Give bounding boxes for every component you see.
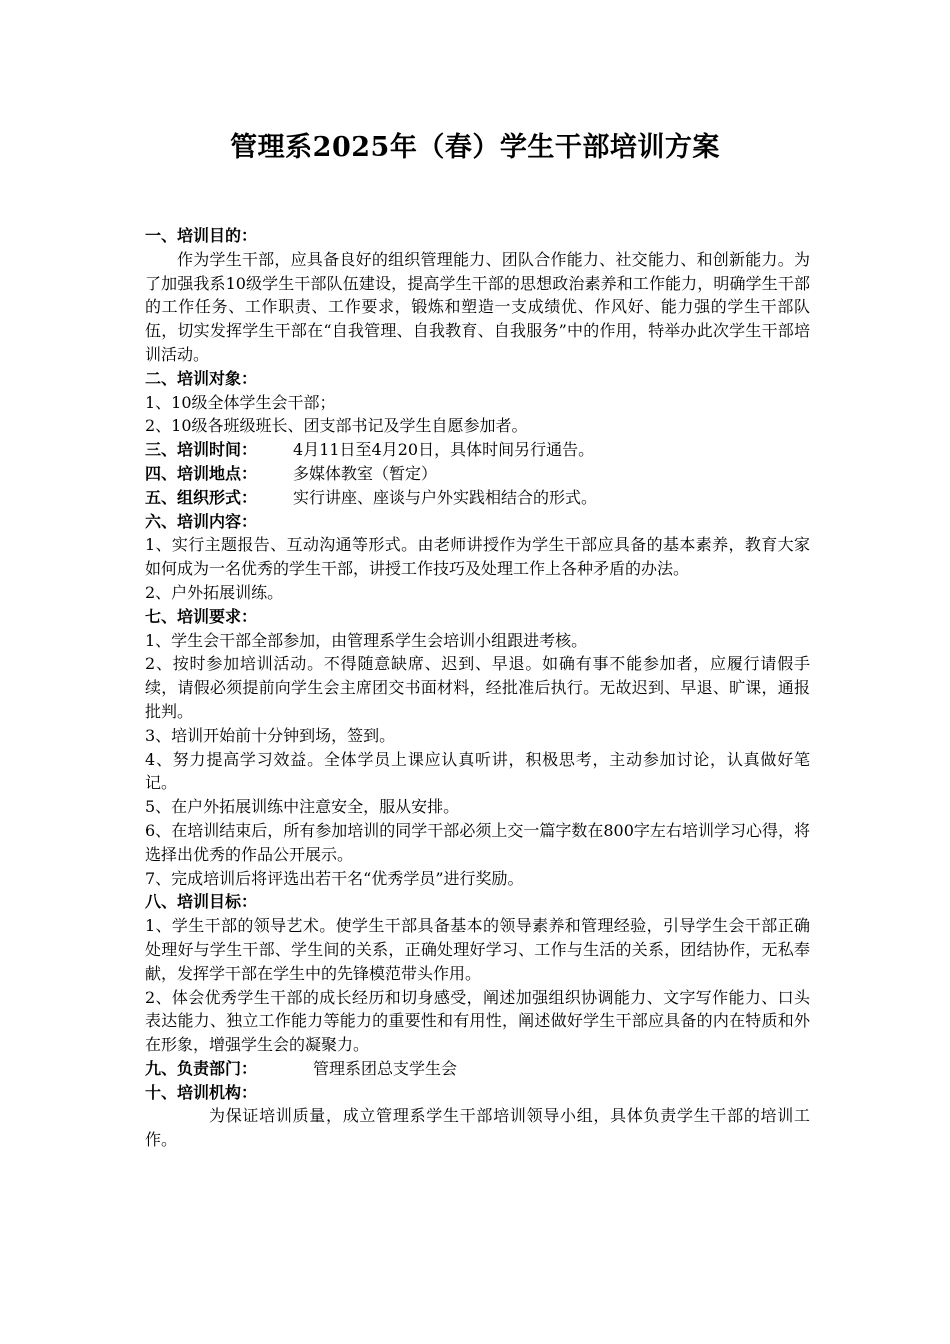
list-item: 1、学生干部的领导艺术。使学生干部具备基本的领导素养和管理经验，引导学生会干部正确处理好与学生干部、学生间的关系，正确处理好学习、工作与生活的关系，团结协作，无私奉献，发挥学干部在学生中的先锋模范带头作用。 xyxy=(145,916,810,983)
section-heading-location: 四、培训地点： xyxy=(145,463,258,483)
list-item: 2、10级各班级班长、团支部书记及学生自愿参加者。 xyxy=(145,416,528,436)
section-row-department xyxy=(145,1057,810,1081)
section-heading-content: 六、培训内容： xyxy=(145,511,258,531)
section-heading-time: 三、培训时间： xyxy=(145,440,258,460)
section-heading-purpose: 一、培训目的： xyxy=(145,226,258,245)
section-row-location xyxy=(145,462,810,486)
document-body xyxy=(145,224,810,1152)
section-heading-department: 九、负责部门： xyxy=(145,1058,258,1078)
list-item: 2、体会优秀学生干部的成长经历和切身感受，阐述加强组织协调能力、文字写作能力、口头表达能力、独立工作能力等能力的重要性和有用性，阐述做好学生干部应具备的内在特质和外在形象，增强学生会的凝聚力。 xyxy=(145,987,810,1055)
list-item: 2、户外拓展训练。 xyxy=(145,582,284,602)
section-value-department: 管理系团总支学生会 xyxy=(313,1058,458,1078)
list-item: 2、按时参加培训活动。不得随意缺席、迟到、早退。如确有事不能参加者，应履行请假手续，请假必须提前向学生会主席团交书面材料，经批准后执行。无故迟到、早退、旷课，通报批判。 xyxy=(145,654,810,721)
section-heading-goals: 八、培训目标： xyxy=(145,892,258,912)
list-item: 6、在培训结束后，所有参加培训的同学干部必须上交一篇字数在800字左右培训学习心得，将选择出优秀的作品公开展示。 xyxy=(145,820,810,864)
list-item: 1、学生会干部全部参加，由管理系学生会培训小组跟进考核。 xyxy=(145,630,588,650)
list-item: 1、实行主题报告、互动沟通等形式。由老师讲授作为学生干部应具备的基本素养，教育大家如何成为一名优秀的学生干部，讲授工作技巧及处理工作上各种矛盾的办法。 xyxy=(145,535,810,579)
section-heading-requirements: 七、培训要求： xyxy=(145,606,258,626)
section-heading-format: 五、组织形式： xyxy=(145,487,258,507)
document-title: 管理系2025年（春）学生干部培训方案 xyxy=(230,132,720,163)
section-body-organization: 为保证培训质量，成立管理系学生干部培训领导小组，具体负责学生干部的培训工作。 xyxy=(145,1106,810,1150)
list-item: 7、完成培训后将评选出若干名“优秀学员”进行奖励。 xyxy=(145,868,524,888)
section-heading-audience: 二、培训对象： xyxy=(145,368,258,388)
section-value-time: 4月11日至4月20日，具体时间另行通告。 xyxy=(293,440,595,460)
section-heading-organization: 十、培训机构： xyxy=(145,1082,258,1102)
section-value-format: 实行讲座、座谈与户外实践相结合的形式。 xyxy=(293,487,598,507)
list-item: 4、努力提高学习效益。全体学员上课应认真听讲，积极思考，主动参加讨论，认真做好笔记。 xyxy=(145,749,810,793)
section-row-format xyxy=(145,486,810,510)
list-item: 5、在户外拓展训练中注意安全，服从安排。 xyxy=(145,797,460,817)
section-row-time xyxy=(145,438,810,462)
section-value-location: 多媒体教室（暂定） xyxy=(293,463,438,483)
section-body-purpose: 作为学生干部，应具备良好的组织管理能力、团队合作能力、社交能力、和创新能力。为了加强我系10级学生干部队伍建设，提高学生干部的思想政治素养和工作能力，明确学生干部的工作任务、工作职责、工作要求，锻炼和塑造一支成绩优、作风好、能力强的学生干部队伍，切实发挥学生干部在“自我管理、自我教育、自我服务”中的作用，特举办此次学生干部培训活动。 xyxy=(145,249,810,364)
list-item: 1、10级全体学生会干部； xyxy=(145,392,336,412)
list-item: 3、培训开始前十分钟到场，签到。 xyxy=(145,725,396,745)
